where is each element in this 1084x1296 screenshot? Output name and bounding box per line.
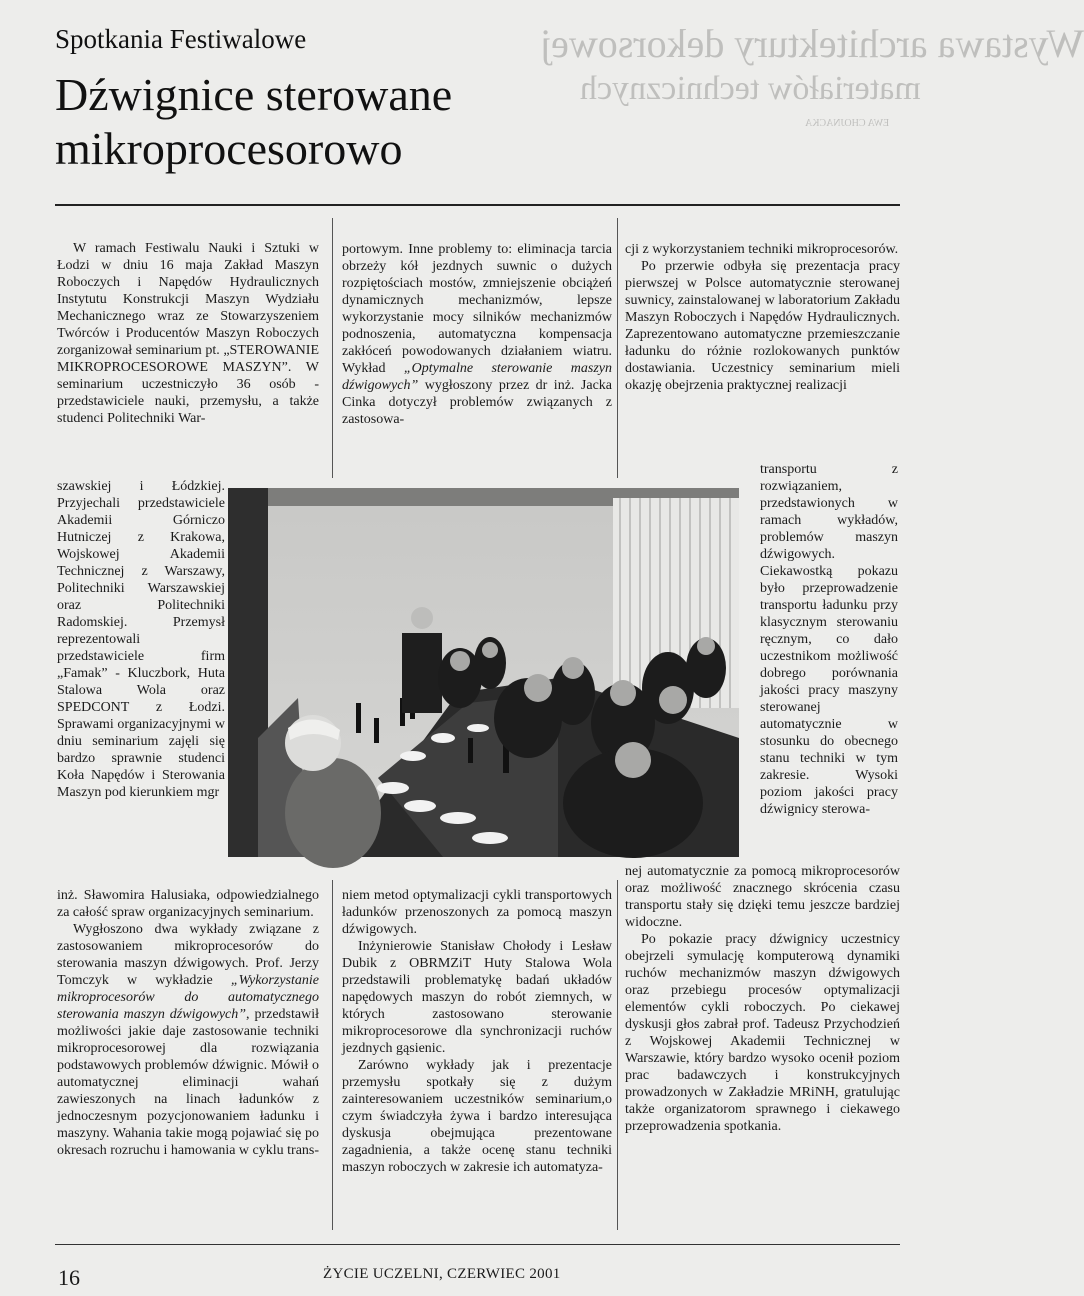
column-3-narrow — [760, 461, 898, 818]
column-2-bottom — [342, 887, 612, 1176]
text-run: , przedstawił możliwości jakie daje zastosowanie techniki mikroprocesorowej dla rozwiązania podstawowych problemów dźwignic. Mówił o automatycznej eliminacji wahań zawieszonych na linach ładunków z jednoczesnym pozycjonowaniem ładunku i maszyny. Wahania takie mogą pojawiać się po okresach rozruchu i hamowania w cyklu trans- — [57, 1007, 320, 1158]
top-rule — [55, 204, 900, 206]
paragraph: nej automatycznie za pomocą mikroprocesorów oraz możliwość znacznego skrócenia czasu transportu stały się dzięki temu jeszcze bardziej widoczne. — [625, 864, 900, 930]
paragraph: Po przerwie odbyła się prezentacja pracy pierwszej w Polsce automatycznie sterowanej suwnicy, zainstalowanej w laboratorium Zakładu Maszyn Roboczych i Napędów Hydraulicznych. Zaprezentowano automatyczne przemieszczanie ładunku do różnie rozlokowanych punktów dostawiania. Uczestnicy seminarium mieli okazję obejrzenia praktycznej realizacji — [625, 259, 900, 393]
bottom-rule — [55, 1244, 900, 1245]
column-rule — [332, 880, 333, 1230]
paragraph: szawskiej i Łódzkiej. Przyjechali przedstawiciele Akademii Górniczo Hutniczej z Krakowa, Wojskowej Akademii Technicznej z Warszawy, Politechniki Warszawskiej oraz Politechniki Radomskiej. Przemysł reprezentowali przedstawiciele firm „Famak” - Kluczbork, Huta Stalowa Wola oraz SPEDCONT z Łodzi. Sprawami organizacyjnymi w dniu seminarium zajęli się bardzo sprawnie studenci Koła Napędów i Sterowania Maszyn pod kierunkiem mgr — [57, 479, 225, 800]
lecture-title: „Optymalne sterowanie maszyn dźwigowych” — [342, 361, 613, 393]
column-3-top — [625, 241, 900, 394]
paragraph: cji z wykorzystaniem techniki mikroprocesorów. — [625, 242, 899, 257]
lecture-title: „Wykorzystanie mikroprocesorów do automatycznego sterowania maszyn dźwigowych” — [57, 973, 319, 1022]
paragraph: Zarówno wykłady jak i prezentacje przemysłu spotkały się z dużym zainteresowaniem uczestników seminarium,o czym świadczyła żywa i bardzo interesująca dyskusja obejmująca prezentowane zagadnienia, a także ocenę stanu techniki maszyn roboczych w zakresie ich automatyza- — [342, 1058, 612, 1175]
headline: Dźwignice sterowane mikroprocesorowo — [55, 69, 453, 174]
section-title: Spotkania Festiwalowe — [55, 24, 307, 54]
bleed-through-text — [540, 0, 1084, 205]
paragraph — [57, 921, 319, 1159]
bleed-author: EWA CHOJNACKA — [805, 118, 890, 129]
paragraph: transportu z rozwiązaniem, przedstawionych w ramach wykładów, problemów maszyn dźwigowych. Ciekawostką pokazu było przeprowadzenie transportu ładunku przy klasycznym sterowaniu ręcznym, co dało uczestnikom możliwość dobrego porównania jakości pracy maszyny sterowanej automatycznie w stosunku do obecnego stanu techniki w tym zakresie. Wysoki poziom jakości pracy dźwignicy sterowa- — [760, 462, 898, 817]
column-1-top — [57, 240, 319, 427]
seminar-photo — [228, 488, 739, 857]
column-rule — [332, 218, 333, 478]
paragraph: Po pokazie pracy dźwignicy uczestnicy obejrzeli symulację komputerową dynamiki ruchów mechanizmów maszyn dźwigowych oraz przebiegu procesów optymalizacji elementów cykli roboczych. Po ciekawej dyskusji głos zabrał prof. Tadeusz Przychodzień z Wojskowej Akademii Technicznej w Warszawie, który bardzo wysoko ocenił poziom prac badawczych i konstrukcyjnych prowadzonych w Zakładzie MRiNH, gratulując także organizatorom sprawnego i ciekawego przeprowadzenia spotkania. — [625, 932, 900, 1134]
seminar-photo-illustration — [228, 488, 739, 857]
column-1-narrow — [57, 478, 225, 801]
column-rule — [617, 880, 618, 1230]
paragraph: niem metod optymalizacji cykli transportowych ładunków przenoszonych za pomocą maszyn dźwigowych. — [342, 888, 612, 937]
page-number: 16 — [58, 1265, 80, 1290]
paragraph — [342, 241, 612, 428]
column-2-top — [342, 241, 612, 428]
column-1-bottom — [57, 887, 319, 1159]
paragraph: inż. Sławomira Halusiaka, odpowiedzialnego za całość spraw organizacyjnych seminarium. — [57, 888, 319, 920]
text-run: portowym. Inne problemy to: eliminacja tarcia obrzeży kół jezdnych suwnic o dużych rozpiętościach mostów, zmniejszenie obciążeń dynamicznych mechanizmów, lepsze wykorzystanie mocy silników mechanizmów podnoszenia, automatyczna kompensacja zakłóceń powodowanych działaniem wiatru. Wykład — [342, 242, 612, 376]
bleed-title: Wystawa architektury dekorsowej — [540, 21, 1084, 66]
footer-publication: ŻYCIE UCZELNI, CZERWIEC 2001 — [323, 1266, 561, 1282]
text-run: wygłoszony przez dr inż. Jacka Cinka dotyczył problemów związanych z zastosowa- — [342, 378, 612, 427]
column-3-bottom — [625, 863, 900, 1135]
column-rule — [617, 218, 618, 478]
paragraph: W ramach Festiwalu Nauki i Sztuki w Łodzi w dniu 16 maja Zakład Maszyn Roboczych i Napędów Hydraulicznych Instytutu Konstrukcji Maszyn Wydziału Mechanicznego wraz ze Stowarzyszeniem Twórców i Producentów Maszyn Roboczych zorganizował seminarium pt. „STEROWANIE MIKROPROCESOROWE MASZYN”. W seminarium uczestniczyło 36 osób - przedstawiciele nauki, przemysłu, a także studenci Politechniki War- — [57, 241, 319, 426]
paragraph: Inżynierowie Stanisław Chołody i Lesław Dubik z OBRMZiT Huty Stalowa Wola przedstawili problematykę badań układów napędowych maszyn do robót ziemnych, w których zastosowano sterowanie mikroprocesorowe dla synchronizacji ruchów jezdnych gąsienic. — [342, 939, 612, 1056]
text-run: Wygłoszono dwa wykłady związane z zastosowaniem mikroprocesorów do sterowania maszyn dźwigowych. Prof. Jerzy Tomczyk w wykładzie — [57, 922, 319, 988]
bleed-subtitle: materiałów technicznych — [580, 70, 921, 107]
